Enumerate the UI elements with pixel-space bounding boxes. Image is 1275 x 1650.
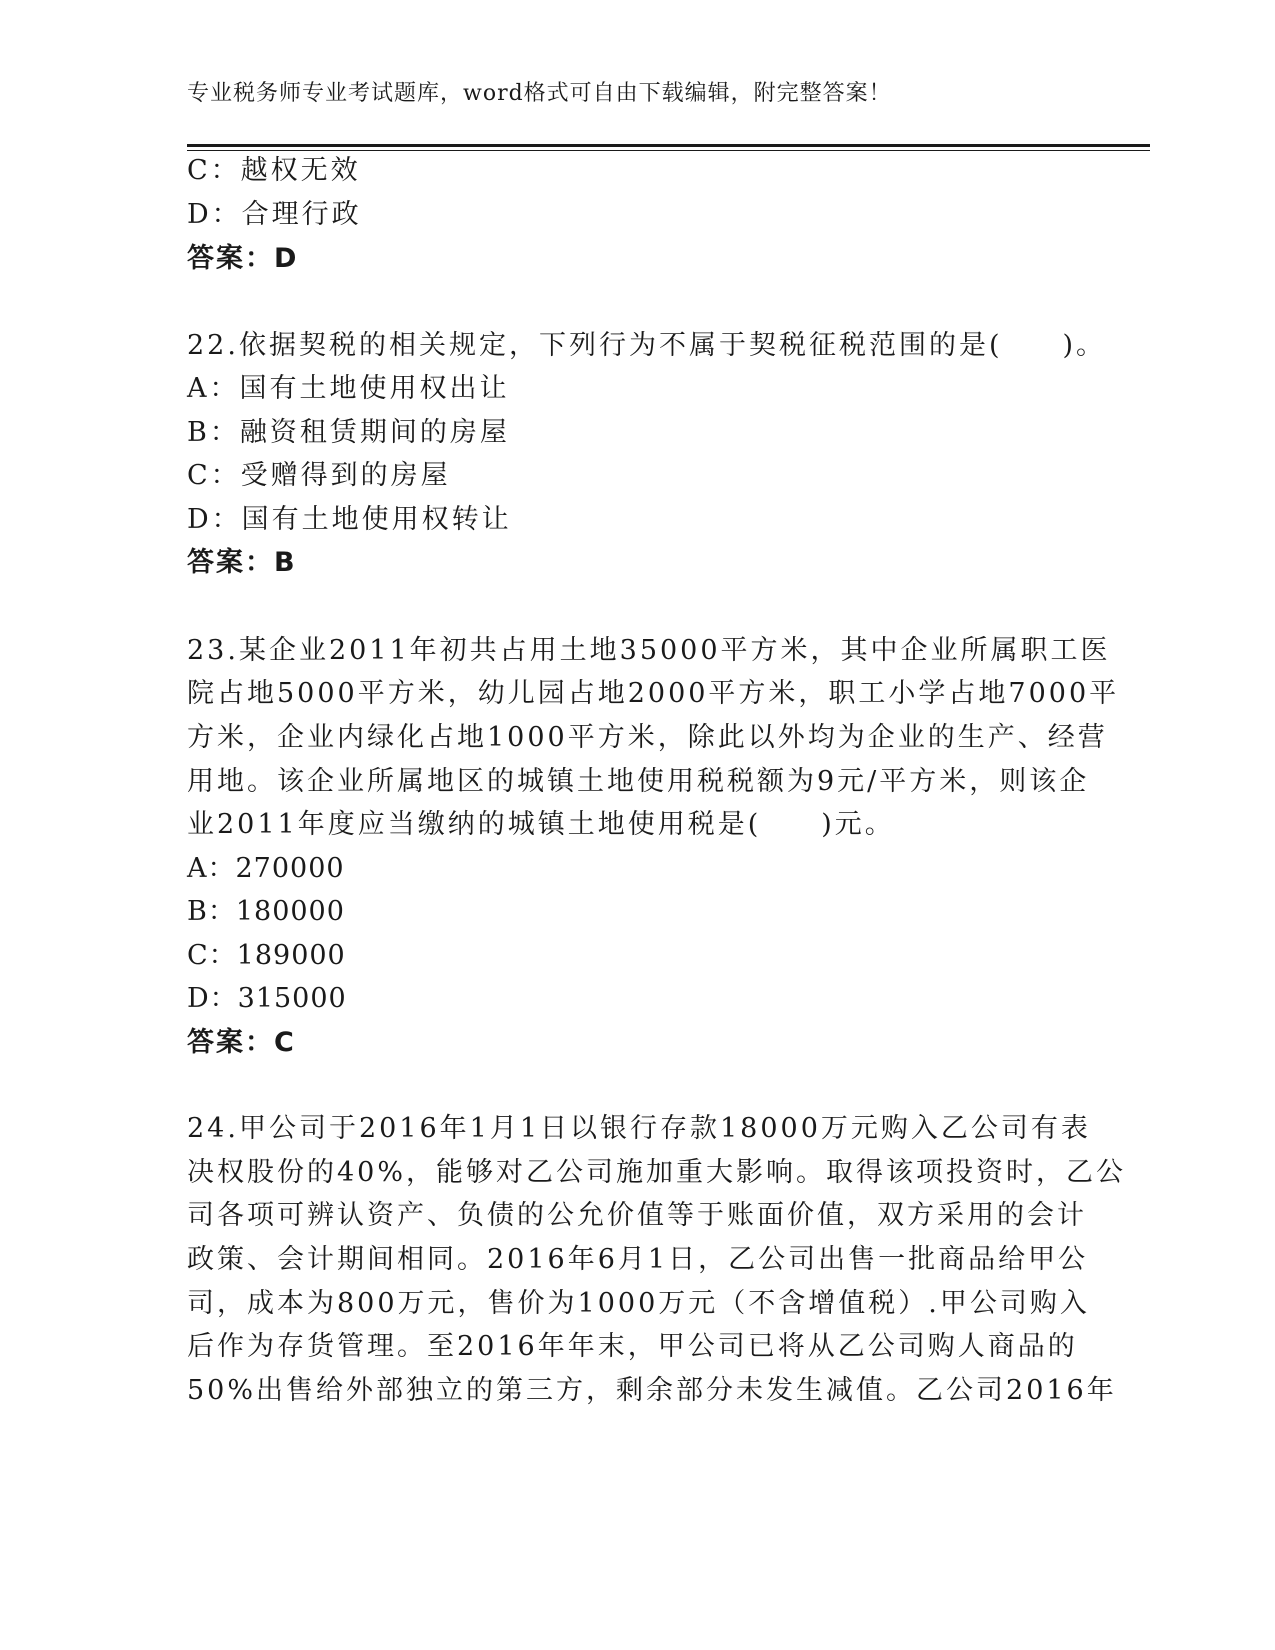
option-d: D：315000 [187,983,347,1014]
page-header: 专业税务师专业考试题库，word格式可自由下载编辑，附完整答案！ [187,81,892,106]
question-24-stem-line: 司，成本为800万元，售价为1000万元（不含增值税）.甲公司购入 [187,1288,1090,1319]
question-24-stem-line: 后作为存货管理。至2016年年末，甲公司已将从乙公司购人商品的 [187,1331,1078,1362]
question-24-stem-line: 24.甲公司于2016年1月1日以银行存款18000万元购入乙公司有表 [187,1113,1091,1144]
header-divider [187,144,1150,147]
question-23-stem-line: 院占地5000平方米，幼儿园占地2000平方米，职工小学占地7000平 [187,678,1120,709]
option-a: A：国有土地使用权出让 [187,373,510,404]
answer: 答案：D [187,243,299,274]
question-24-stem-line: 决权股份的40%，能够对乙公司施加重大影响。取得该项投资时，乙公 [187,1157,1127,1188]
question-23-stem-line: 业2011年度应当缴纳的城镇土地使用税是( )元。 [187,809,895,840]
answer: 答案：B [187,547,297,578]
question-24-stem-line: 政策、会计期间相同。2016年6月1日，乙公司出售一批商品给甲公 [187,1244,1089,1275]
option-c: C：受赠得到的房屋 [187,460,451,491]
question-24-stem-line: 司各项可辨认资产、负债的公允价值等于账面价值，双方采用的会计 [187,1200,1087,1231]
option-c: C：189000 [187,940,346,971]
question-22-stem: 22.依据契税的相关规定，下列行为不属于契税征税范围的是( )。 [187,330,1107,361]
option-c: C：越权无效 [187,155,361,186]
header-divider-thin [187,150,1150,151]
question-23-stem-line: 23.某企业2011年初共占用土地35000平方米，其中企业所属职工医 [187,635,1111,666]
option-b: B：融资租赁期间的房屋 [187,417,510,448]
question-23-stem-line: 方米，企业内绿化占地1000平方米，除此以外均为企业的生产、经营 [187,722,1108,753]
answer: 答案：C [187,1027,296,1058]
option-d: D：合理行政 [187,199,362,230]
option-b: B：180000 [187,896,345,927]
option-d: D：国有土地使用权转让 [187,504,512,535]
question-23-stem-line: 用地。该企业所属地区的城镇土地使用税税额为9元/平方米，则该企 [187,766,1090,797]
question-24-stem-line: 50%出售给外部独立的第三方，剩余部分未发生减值。乙公司2016年 [187,1375,1117,1406]
option-a: A：270000 [187,853,345,884]
